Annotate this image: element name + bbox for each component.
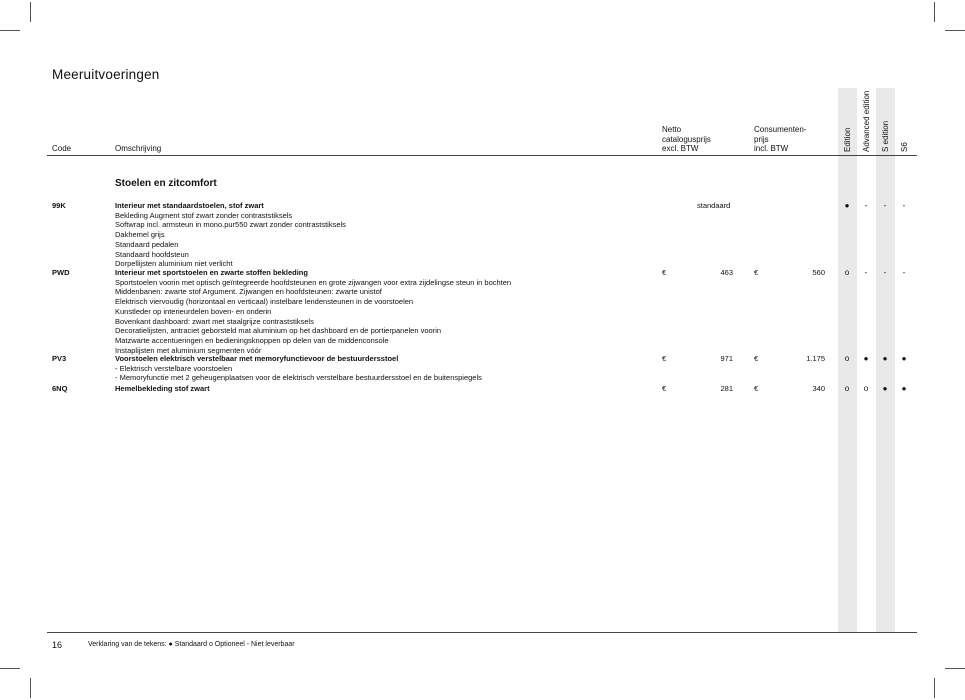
euro-sign: €: [662, 354, 667, 363]
netto-price: 971: [720, 354, 733, 363]
header-netto: [662, 125, 711, 154]
availability-s6: ●: [901, 354, 907, 363]
row-detail: Instaplijsten met aluminium segmenten vóór: [115, 345, 262, 355]
row-detail: Decoratielijsten, antraciet geborsteld mat aluminium op het dashboard en de portierpanelen voorin: [115, 326, 442, 336]
availability-s-edition: ●: [882, 354, 888, 363]
crop-mark: [945, 30, 965, 31]
consumer-price: 560: [812, 268, 825, 277]
header-omschrijving: Omschrijving: [115, 144, 162, 153]
page-title: Meeruitvoeringen: [52, 67, 160, 82]
header-consument-line: incl. BTW: [754, 144, 789, 153]
row-detail: Middenbanen: zwarte stof Argument. Zijwangen en hoofdsteunen: zwarte unistof: [115, 287, 382, 297]
availability-s6: -: [902, 268, 906, 277]
crop-mark: [934, 2, 935, 22]
header-netto-line: catalogusprijs: [662, 134, 711, 144]
header-s-edition: S edition: [881, 120, 890, 152]
header-code: Code: [52, 144, 72, 153]
row-description: Interieur met sportstoelen en zwarte stoffen bekleding: [115, 268, 308, 277]
consumer-price: 340: [812, 384, 825, 393]
header-divider: [47, 155, 917, 156]
row-code: PV3: [52, 354, 67, 363]
row-detail: Softwrap incl. armsteun in mono.pur550 zwart zonder contraststiksels: [115, 220, 346, 230]
availability-advanced: -: [864, 268, 868, 277]
row-detail: Elektrisch viervoudig (horizontaal en verticaal) instelbare lendensteunen in de voorstoelen: [115, 297, 414, 307]
euro-sign: €: [662, 384, 667, 393]
row-detail: Standaard pedalen: [115, 239, 179, 249]
header-s6: S6: [900, 142, 909, 152]
crop-mark: [30, 678, 31, 698]
euro-sign: €: [754, 268, 759, 277]
availability-s-edition: -: [883, 268, 887, 277]
row-detail: Matzwarte accentueringen en bedieningsknoppen op delen van de middenconsole: [115, 335, 389, 345]
header-edition: Edition: [843, 127, 852, 152]
row-detail: Bovenkant dashboard: zwart met staalgrijze contraststiksels: [115, 316, 314, 326]
euro-sign: €: [754, 354, 759, 363]
availability-s6: ●: [901, 384, 907, 393]
row-detail: Kunstleder op interieurdelen boven- en onderin: [115, 306, 272, 316]
euro-sign: €: [754, 384, 759, 393]
crop-mark: [30, 2, 31, 22]
availability-edition: o: [844, 384, 850, 393]
row-description: Hemelbekleding stof zwart: [115, 384, 210, 393]
row-detail: Sportstoelen voorin met optisch geïntegreerde hoofdsteunen en grote zijwangen voor extra zijdelingse steun in bochten: [115, 277, 512, 287]
euro-sign: €: [662, 268, 667, 277]
availability-s-edition: ●: [882, 384, 888, 393]
section-title: Stoelen en zitcomfort: [115, 178, 217, 189]
header-netto-line: excl. BTW: [662, 144, 699, 153]
crop-mark: [0, 668, 20, 669]
row-code: 99K: [52, 201, 66, 210]
page-number: 16: [52, 640, 63, 650]
row-description: Interieur met standaardstoelen, stof zwart: [115, 201, 264, 210]
row-detail: - Elektrisch verstelbare voorstoelen: [115, 363, 233, 373]
availability-advanced: ●: [863, 354, 869, 363]
row-code: PWD: [52, 268, 70, 277]
availability-s6: -: [902, 201, 906, 210]
availability-edition: ●: [844, 201, 850, 210]
row-detail: Bekleding Augment stof zwart zonder contraststiksels: [115, 210, 293, 220]
header-netto-line: Netto: [662, 125, 682, 134]
header-consumentenprijs: [754, 125, 806, 154]
footer-divider: [47, 632, 917, 633]
standard-label: standaard: [697, 201, 731, 210]
consumer-price: 1.175: [806, 354, 825, 363]
availability-edition: o: [844, 354, 850, 363]
row-detail: Dorpellijsten aluminium niet verlicht: [115, 259, 233, 269]
availability-advanced: o: [863, 384, 869, 393]
header-consument-line: Consumenten-: [754, 125, 807, 134]
row-code: 6NQ: [52, 384, 68, 393]
legend: Verklaring van de tekens: ● Standaard o Optioneel - Niet leverbaar: [88, 641, 295, 648]
netto-price: 463: [720, 268, 733, 277]
row-detail: - Memoryfunctie met 2 geheugenplaatsen voor de elektrisch verstelbare bestuurdersstoel en de buitenspiegels: [115, 373, 482, 383]
crop-mark: [945, 668, 965, 669]
availability-edition: o: [844, 268, 850, 277]
row-detail: Standaard hoofdsteun: [115, 249, 189, 259]
row-detail: Dakhemel grijs: [115, 230, 165, 240]
crop-mark: [934, 678, 935, 698]
availability-advanced: -: [864, 201, 868, 210]
row-description: Voorstoelen elektrisch verstelbaar met memoryfunctievoor de bestuurdersstoel: [115, 354, 399, 363]
header-consument-line: prijs: [754, 134, 769, 144]
crop-mark: [0, 30, 20, 31]
header-advanced-edition: Advanced edition: [862, 90, 871, 152]
netto-price: 281: [720, 384, 733, 393]
availability-s-edition: -: [883, 201, 887, 210]
